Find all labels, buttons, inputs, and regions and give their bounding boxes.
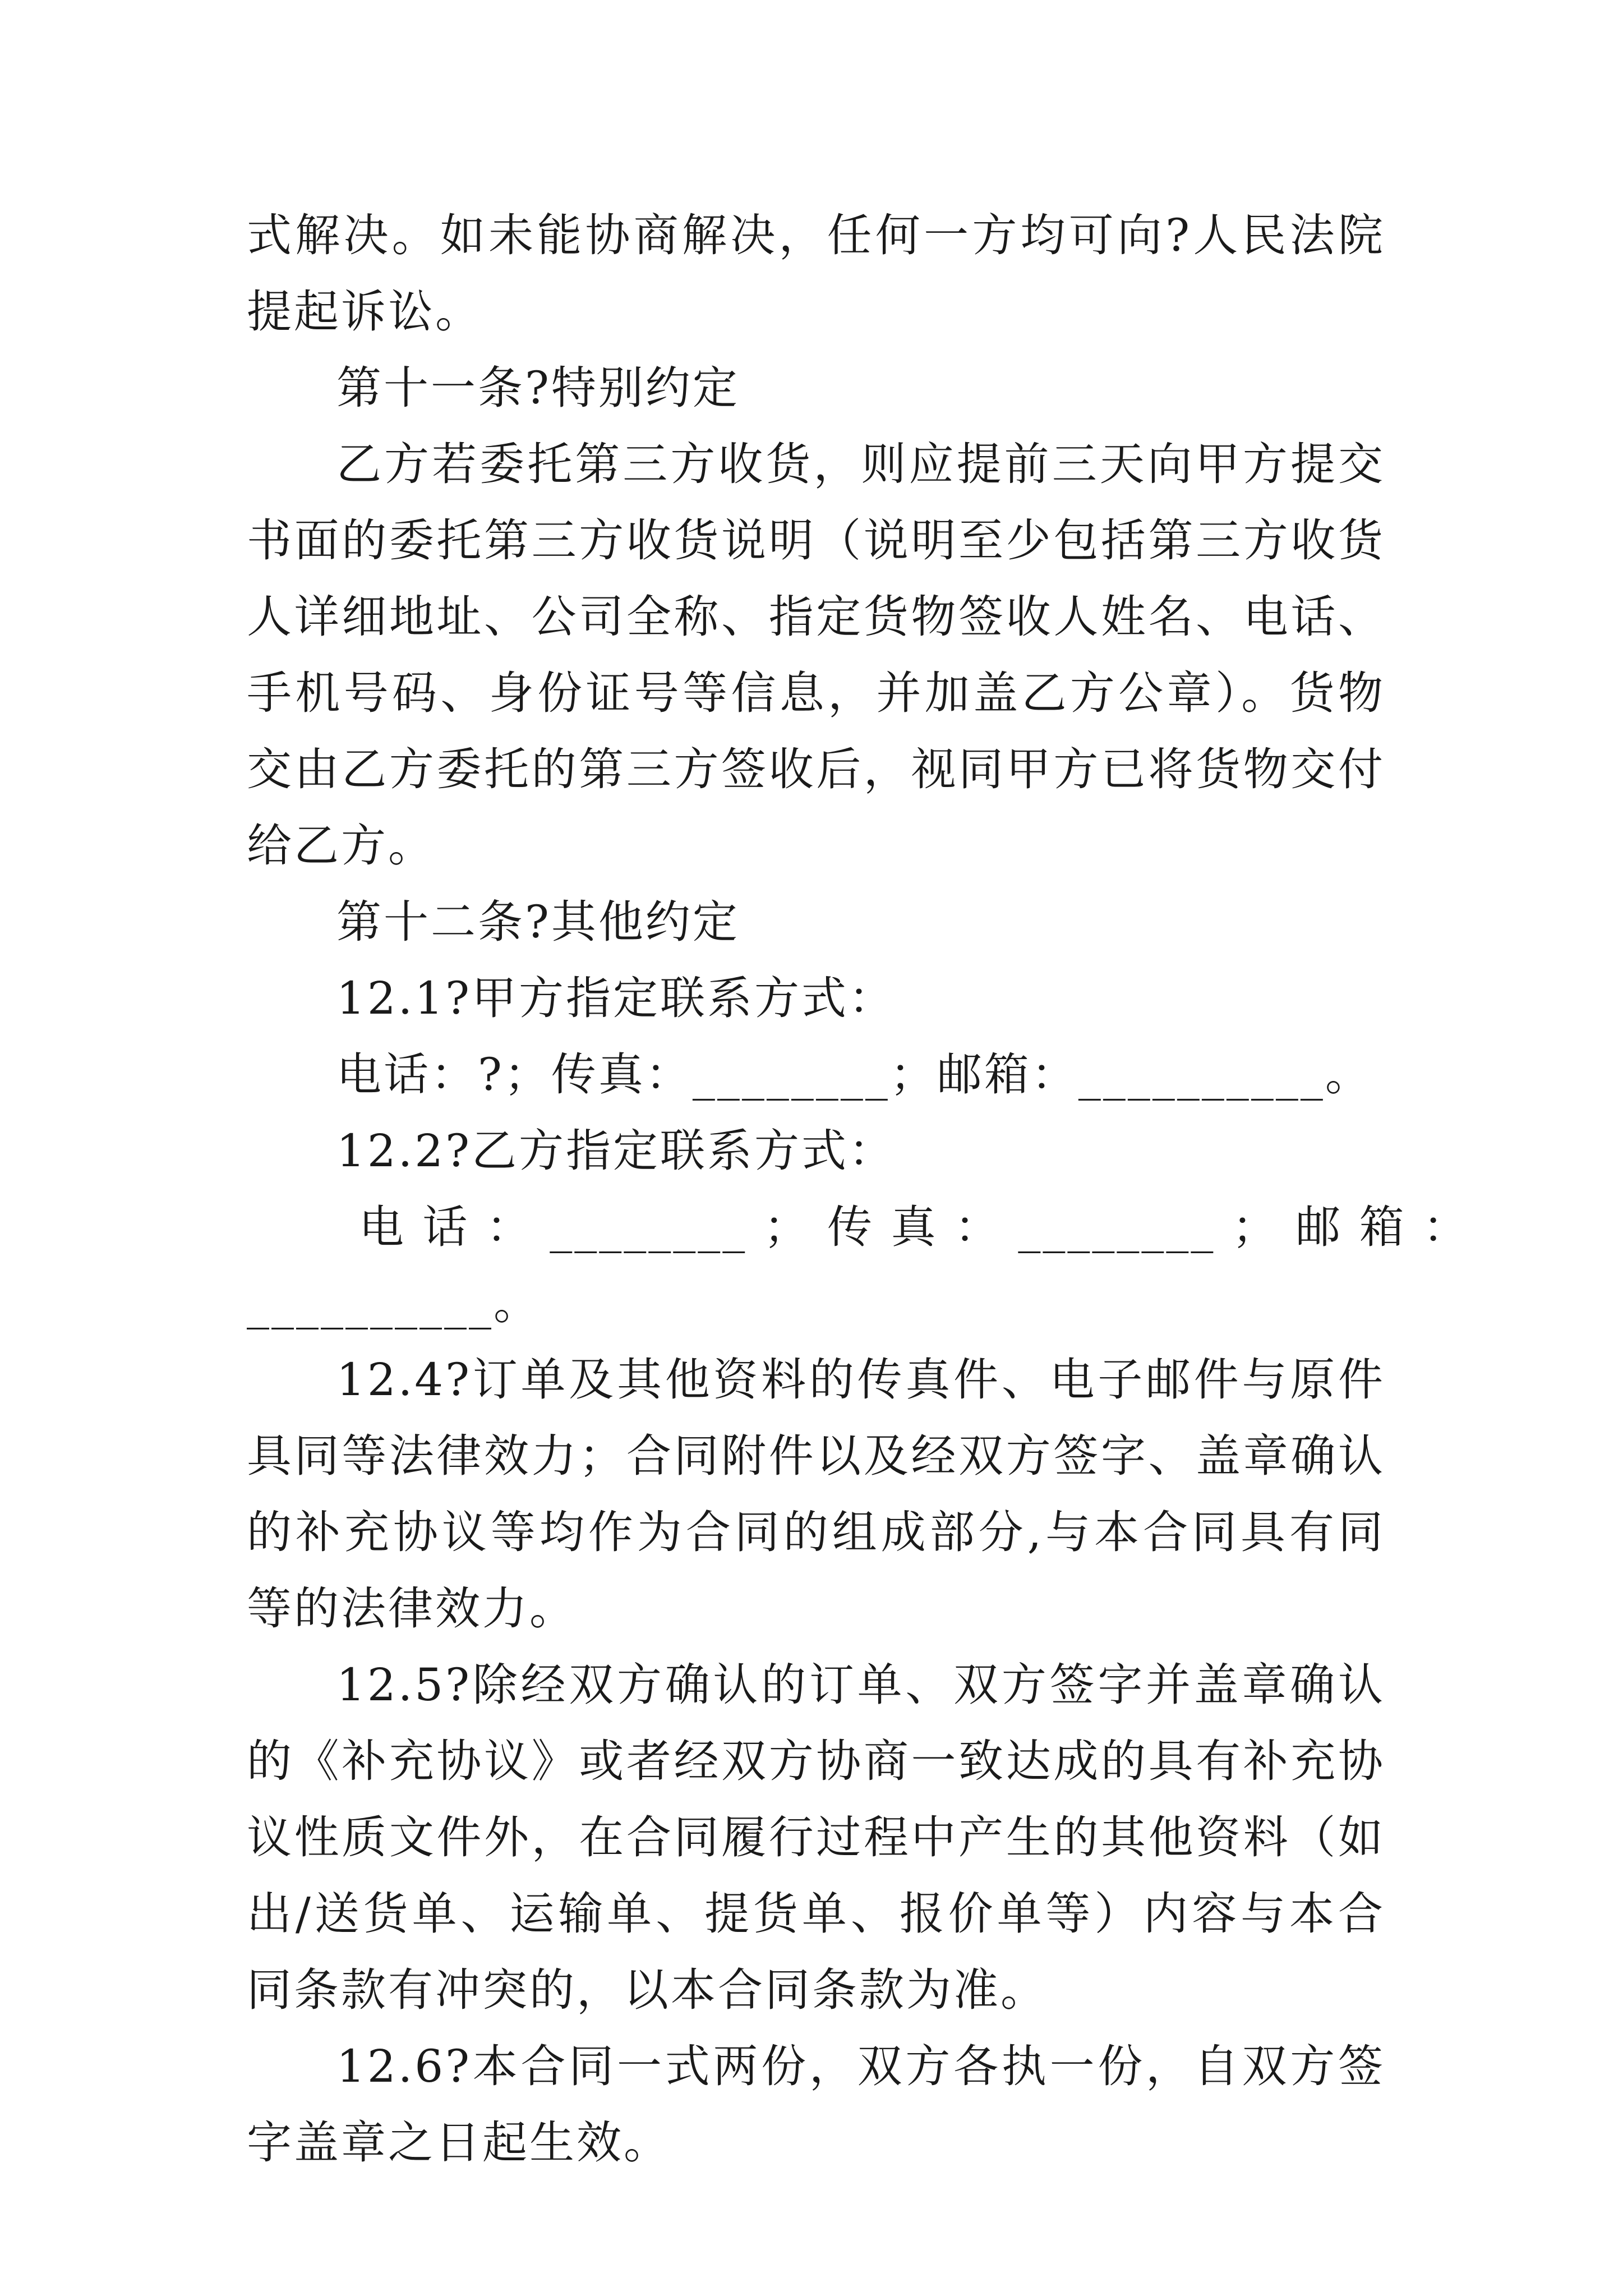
clause-12-5: 12.5?除经双方确认的订单、双方签字并盖章确认的《补充协议》或者经双方协商一致达成的具有补充协议性质文件外，在合同履行过程中产生的其他资料（如出/送货单、运输单、提货单、报价单等）内容与本合同条款有冲突的，以本合同条款为准。 (247, 1659, 1385, 2016)
heading-article-11: 第十一条?特别约定 (336, 362, 740, 414)
party-a-contact-line: 电话：?；传真：________；邮箱：__________。 (336, 1048, 1372, 1101)
party-b-contact-line-end: __________。 (247, 1277, 541, 1329)
heading-article-12: 第十二条?其他约定 (336, 896, 740, 948)
clause-12-6: 12.6?本合同一式两份，双方各执一份，自双方签字盖章之日起生效。 (247, 2040, 1385, 2169)
contract-text-body (247, 197, 1470, 2181)
clause-12-2: 12.2?乙方指定联系方式： (336, 1125, 896, 1177)
clause-12-4: 12.4?订单及其他资料的传真件、电子邮件与原件具同等法律效力；合同附件以及经双方签字、盖章确认的补充协议等均作为合同的组成部分,与本合同具有同等的法律效力。 (247, 1354, 1385, 1635)
clause-12-1: 12.1?甲方指定联系方式： (336, 972, 896, 1024)
party-b-contact-line: 电 话 ： ________ ； 传 真 ： ________ ； 邮 箱 ： (359, 1201, 1470, 1253)
paragraph-third-party-receipt: 乙方若委托第三方收货，则应提前三天向甲方提交书面的委托第三方收货说明（说明至少包括第三方收货人详细地址、公司全称、指定货物签收人姓名、电话、手机号码、身份证号等信息，并加盖乙方公章）。货物交由乙方委托的第三方签收后，视同甲方已将货物交付给乙方。 (247, 438, 1385, 872)
paragraph-dispute-resolution-continued: 式解决。如未能协商解决，任何一方均可向?人民法院提起诉讼。 (247, 209, 1385, 338)
